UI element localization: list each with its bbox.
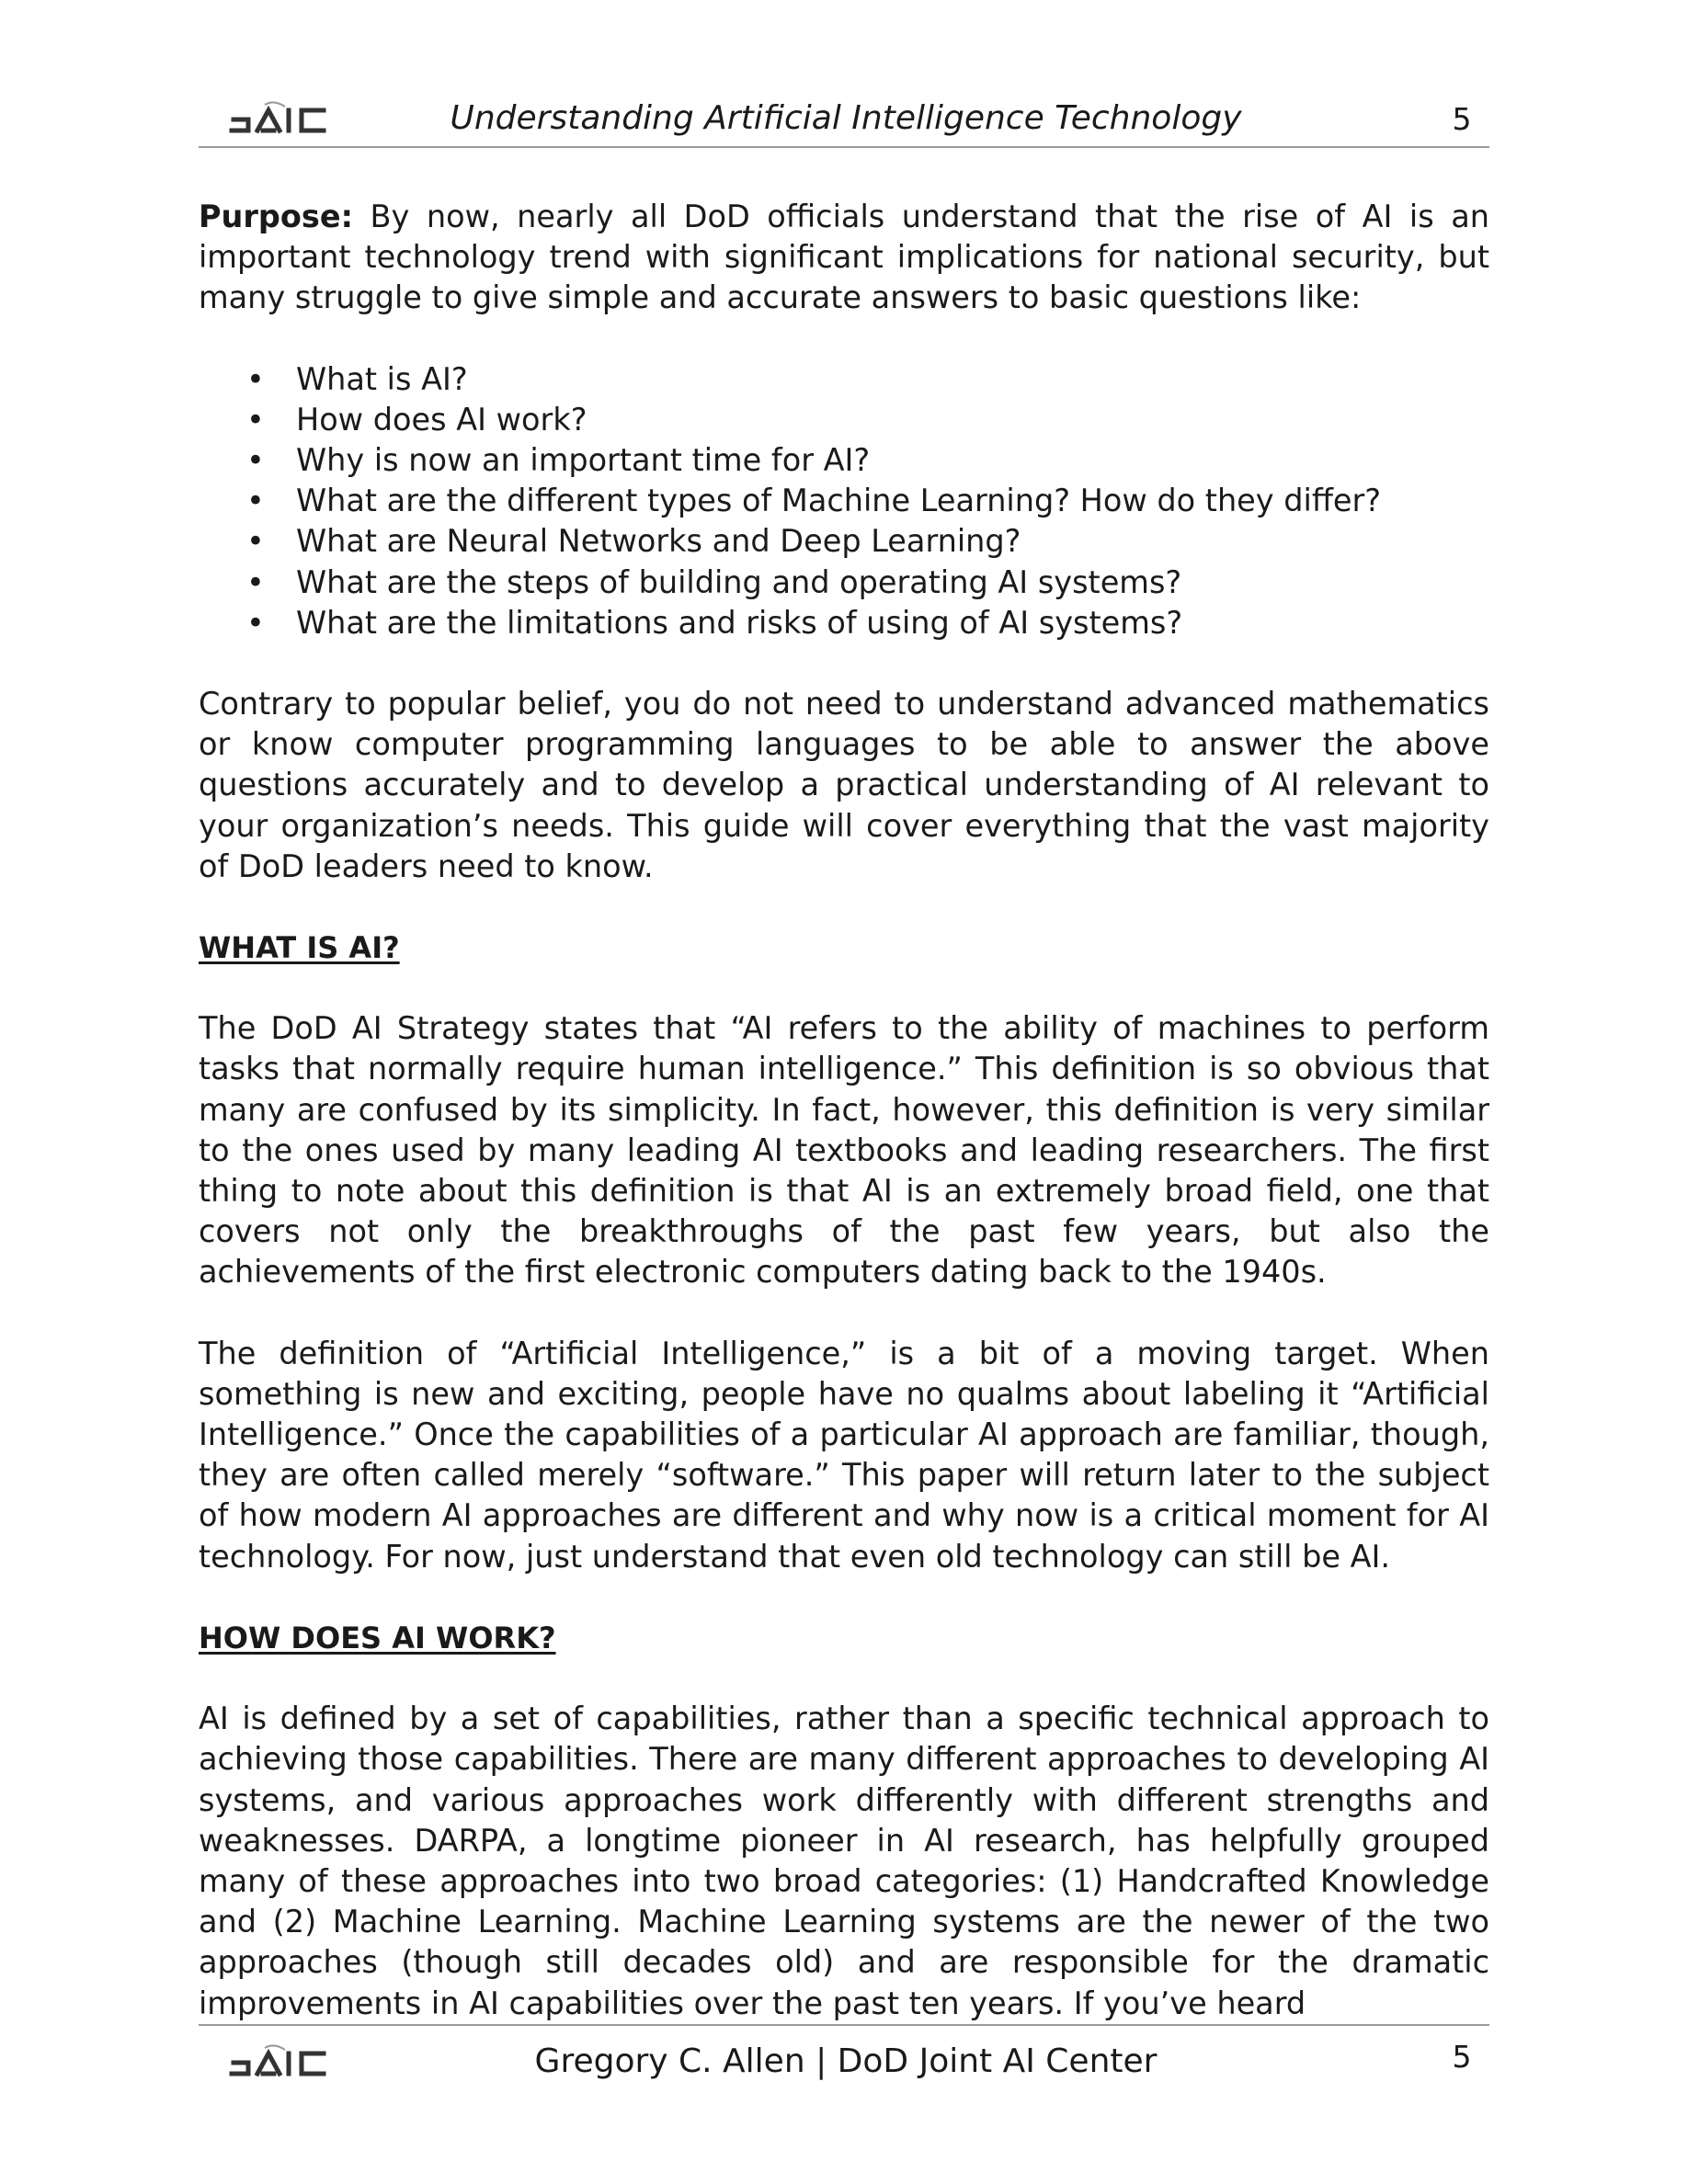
section-heading-how-does-ai-work: HOW DOES AI WORK? xyxy=(199,1620,556,1655)
footer-rule xyxy=(199,2024,1489,2026)
contrary-paragraph: Contrary to popular belief, you do not need to understand advanced mathematics or know computer programming languages to be able to answer the above questions accurately and to develop a practical understanding of AI relevant to your organization’s needs. This guide will cover everything that the vast majority of DoD leaders need to know. xyxy=(199,686,1489,884)
list-item: • Why is now an important time for AI? xyxy=(296,440,1489,481)
jaic-logo-mark xyxy=(228,99,329,140)
bullet-icon: • xyxy=(246,563,265,600)
header-rule xyxy=(199,146,1489,148)
questions-list xyxy=(199,359,1489,643)
section-heading-what-is-ai: WHAT IS AI? xyxy=(199,930,400,966)
list-item: • How does AI work? xyxy=(296,400,1489,440)
what-is-ai-paragraph-2: The definition of “Artificial Intelligence,” is a bit of a moving target. When something is new and exciting, people have no qualms about labeling it “Artificial Intelligence.” Once the capabilities of a particular AI approach are familiar, though, they are often called merely “software.” This paper will return later to the subject of how modern AI approaches are different and why now is a critical moment for AI technology. For now, just understand that even old technology can still be AI. xyxy=(199,1335,1489,1575)
page-body xyxy=(199,197,1489,2024)
purpose-label: Purpose: xyxy=(199,199,353,234)
purpose-text: By now, nearly all DoD officials understand that the rise of AI is an important technology trend with significant implications for national security, but many struggle to give simple and accurate answers to basic questions like: xyxy=(199,199,1489,316)
jaic-logo xyxy=(228,99,329,140)
document-running-title: Understanding Artificial Intelligence Technology xyxy=(450,99,1242,137)
how-does-ai-work-paragraph-1: AI is defined by a set of capabilities, rather than a specific technical approach to achieving those capabilities. There are many different approaches to developing AI systems, and various approaches work differently with different strengths and weaknesses. DARPA, a longtime pioneer in AI research, has helpfully grouped many of these approaches into two broad categories: (1) Handcrafted Knowledge and (2) Machine Learning. Machine Learning systems are the newer of the two approaches (though still decades old) and are responsible for the dramatic improvements in AI capabilities over the past ten years. If you’ve heard xyxy=(199,1701,1489,2021)
what-is-ai-paragraph-1: The DoD AI Strategy states that “AI refers to the ability of machines to perform tasks that normally require human intelligence.” This definition is so obvious that many are confused by its simplicity. In fact, however, this definition is very similar to the ones used by many leading AI textbooks and leading researchers. The first thing to note about this definition is that AI is an extremely broad field, one that covers not only the breakthroughs of the past few years, but also the achievements of the first electronic computers dating back to the 1940s. xyxy=(199,1010,1489,1291)
bullet-icon: • xyxy=(246,604,265,641)
list-item: • What is AI? xyxy=(296,359,1489,400)
jaic-logo-mark xyxy=(228,2042,329,2083)
purpose-paragraph xyxy=(199,197,1489,319)
footer-page-number: 5 xyxy=(1452,2039,1472,2075)
bullet-icon: • xyxy=(246,483,265,519)
list-item: • What are the steps of building and operating AI systems? xyxy=(296,563,1489,603)
list-item: • What are the limitations and risks of using of AI systems? xyxy=(296,603,1489,643)
footer-author-line: Gregory C. Allen | DoD Joint AI Center xyxy=(534,2042,1158,2080)
bullet-icon: • xyxy=(246,523,265,560)
bullet-icon: • xyxy=(246,442,265,479)
header-page-number: 5 xyxy=(1452,101,1472,137)
list-item: • What are the different types of Machine Learning? How do they differ? xyxy=(296,481,1489,521)
bullet-icon: • xyxy=(246,401,265,438)
bullet-icon: • xyxy=(246,360,265,397)
list-item: • What are Neural Networks and Deep Learning? xyxy=(296,521,1489,562)
jaic-logo-footer xyxy=(228,2042,329,2083)
